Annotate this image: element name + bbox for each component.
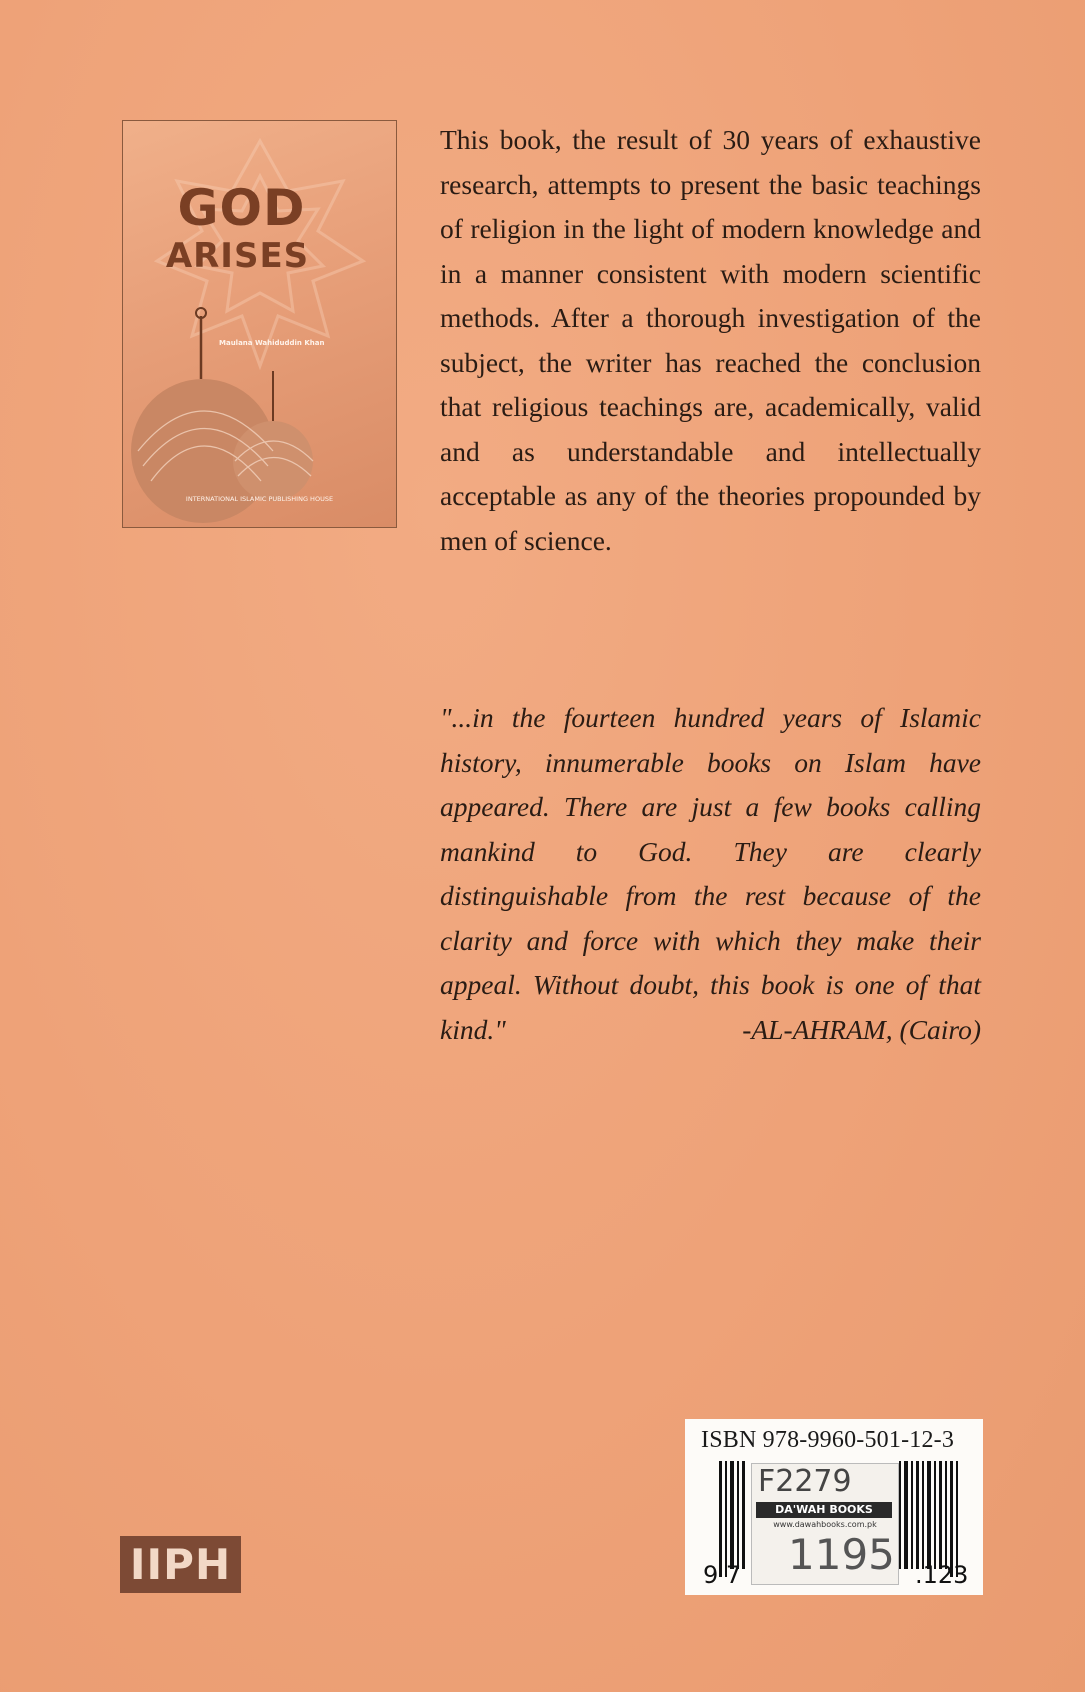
cover-author: Maulana Wahiduddin Khan <box>219 339 325 347</box>
publisher-logo: IIPH <box>120 1536 241 1593</box>
sticker-brand: DA'WAH BOOKS <box>756 1502 892 1518</box>
cover-title-line2: ARISES <box>165 236 310 276</box>
quote-source: -AL-AHRAM, (Cairo) <box>742 1014 981 1045</box>
isbn-number: ISBN 978-9960-501-12-3 <box>701 1427 955 1453</box>
sticker-url: www.dawahbooks.com.pk <box>773 1520 877 1529</box>
review-quote: "...in the fourteen hundred years of Islamic history, innumerable books on Islam have appeared. There are just a few books calling mankind to God. They are clearly distinguishable from the rest because of the clarity and force with which they make their appeal. Without doubt, this book is one of that kind." <box>440 702 981 1045</box>
front-cover-thumbnail <box>122 120 397 528</box>
book-description: This book, the result of 30 years of exhaustive research, attempts to present the basic teachings of religion in the light of modern knowledge and in a manner consistent with modern scientific methods. After a thorough investigation of the subject, the writer has reached the conclusion that religious teachings are, academically, valid and as understandable and intellectually acceptable as any of the theories propounded by men of science. <box>440 124 981 556</box>
isbn-barcode <box>685 1419 983 1595</box>
price-sticker <box>751 1463 899 1585</box>
cover-title-line1: GOD <box>177 179 306 237</box>
cover-publisher: INTERNATIONAL ISLAMIC PUBLISHING HOUSE <box>185 495 334 503</box>
sticker-code: F2279 <box>758 1464 852 1499</box>
sticker-number: 1195 <box>788 1530 895 1579</box>
barcode-digits-left: 9 7 <box>703 1561 742 1589</box>
barcode-digits-right: .123 <box>915 1561 969 1589</box>
